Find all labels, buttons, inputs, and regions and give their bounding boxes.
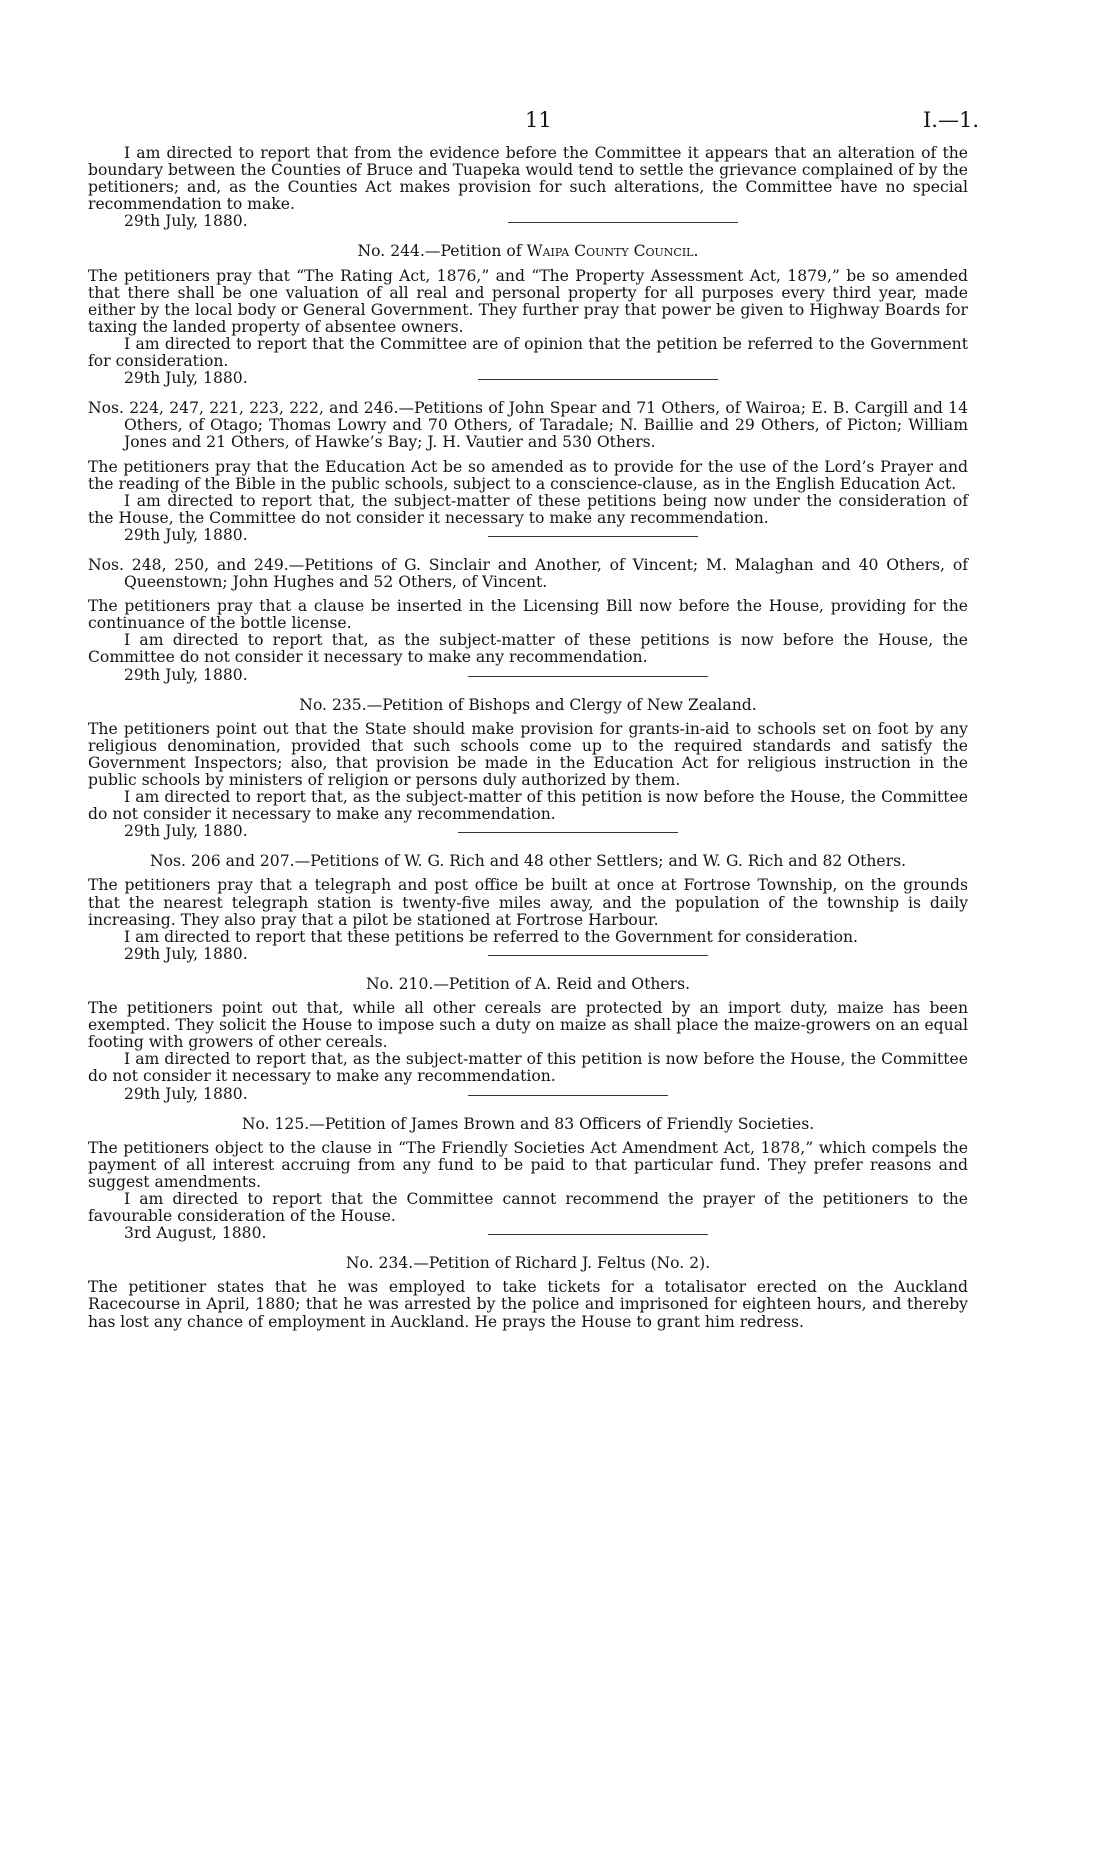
petition-report: I am directed to report that, the subject-matter of these petitions being now under the consideration of the House, the Committee do not consider it necessary to make any recommendation. <box>88 491 968 527</box>
section-divider <box>468 676 708 677</box>
petition-title: Nos. 224, 247, 221, 223, 222, and 246.—Petitions of John Spear and 71 Others, of Wairoa; E. B. Cargill and 14 Others, of Otago; Thomas Lowry and 70 Others, of Taradale; N. Baillie and 29 Others, of Picton; William Jones and 21 Others, of Hawke’s Bay; J. H. Vautier and 530 Others. <box>88 399 968 452</box>
intro-date: 29th July, 1880. <box>124 212 248 231</box>
section-divider <box>488 1234 708 1235</box>
section-divider <box>508 222 738 223</box>
petition-date: 29th July, 1880. <box>124 1084 248 1103</box>
page-header <box>0 108 1114 138</box>
petition-prayer: The petitioners point out that, while all other cereals are protected by an import duty, maize has been exempted. They solicit the House to impose such a duty on maize as shall place the maize-growers on an equal footing with growers of other cereals. <box>88 999 968 1052</box>
section-divider <box>488 955 708 956</box>
petition-report: I am directed to report that the Committee are of opinion that the petition be referred to the Government for consideration. <box>88 334 968 371</box>
petition-244 <box>88 243 968 387</box>
petition-125 <box>88 1116 968 1243</box>
petition-210 <box>88 976 968 1103</box>
intro-report: I am directed to report that from the evidence before the Committee it appears that an alteration of the boundary between the Counties of Bruce and Tuapeka would tend to settle the grievance complained of by the petitioners; and, as the Counties Act makes provision for such alterations, the Committee have no special recommendation to make. <box>88 144 968 214</box>
petition-prayer: The petitioners object to the clause in “The Friendly Societies Act Amendment Act, 1878,” which compels the payment of all interest accruing from any fund to be paid to that particular fund. They prefer reasons and suggest amendments. <box>88 1138 968 1191</box>
petition-title: No. 234.—Petition of Richard J. Feltus (No. 2). <box>345 1254 711 1273</box>
petition-prayer: The petitioners pray that the Education Act be so amended as to provide for the use of the Lord’s Prayer and the reading of the Bible in the public schools, subject to a conscience-clause, as in the English Education Act. <box>88 457 968 493</box>
petition-report: I am directed to report that the Committee cannot recommend the prayer of the petitioners to the favourable consideration of the House. <box>88 1189 968 1226</box>
petition-235 <box>88 697 968 841</box>
petition-248-249 <box>88 557 968 684</box>
section-divider <box>488 536 698 537</box>
petition-prayer: The petitioners pray that a clause be inserted in the Licensing Bill now before the House, providing for the continuance of the bottle license. <box>88 597 968 633</box>
report-body <box>88 145 968 1331</box>
petition-date: 29th July, 1880. <box>124 525 248 544</box>
section-divider <box>458 832 678 833</box>
intro-section <box>88 145 968 230</box>
petition-title: No. 125.—Petition of James Brown and 83 Officers of Friendly Societies. <box>241 1114 815 1133</box>
petition-date: 29th July, 1880. <box>124 369 248 388</box>
petition-report: I am directed to report that, as the subject-matter of this petition is now before the House, the Committee do not consider it necessary to make any recommendation. <box>88 788 968 824</box>
petition-prayer: The petitioners pray that “The Rating Act, 1876,” and “The Property Assessment Act, 1879,” be so amended that there shall be one valuation of all real and personal property for all purposes every third year, made either by the local body or General Government. They further pray that power be given to Highway Boards for taxing the landed property of absentee owners. <box>88 266 968 336</box>
petition-report: I am directed to report that, as the subject-matter of these petitions is now before the House, the Committee do not consider it necessary to make any recommendation. <box>88 631 968 667</box>
petition-date: 3rd August, 1880. <box>124 1224 267 1243</box>
petition-prayer: The petitioner states that he was employed to take tickets for a totalisator erected on the Auckland Racecourse in April, 1880; that he was arrested by the police and imprisoned for eighteen hours, and thereby has lost any chance of employment in Auckland. He prays the House to grant him redress. <box>88 1278 968 1331</box>
petition-report: I am directed to report that these petitions be referred to the Government for consideration. <box>124 927 859 946</box>
petition-206-207 <box>88 853 968 963</box>
petition-title-prefix: No. 244.—Petition of <box>357 242 527 261</box>
page-number: 11 <box>525 108 552 132</box>
petition-title: Nos. 206 and 207.—Petitions of W. G. Rich and 48 other Settlers; and W. G. Rich and 82 Others. <box>149 852 907 871</box>
section-divider <box>478 379 718 380</box>
petition-date: 29th July, 1880. <box>124 822 248 841</box>
petition-prayer: The petitioners pray that a telegraph and post office be built at once at Fortrose Township, on the grounds that the nearest telegraph station is twenty-five miles away, and the population of the township is daily increasing. They also pray that a pilot be stationed at Fortrose Harbour. <box>88 876 968 929</box>
section-divider <box>468 1095 668 1096</box>
petition-title-names: Waipa County Council. <box>526 242 699 261</box>
petition-224-246 <box>88 400 968 544</box>
petition-report: I am directed to report that, as the subject-matter of this petition is now before the House, the Committee do not consider it necessary to make any recommendation. <box>88 1050 968 1086</box>
petition-title: No. 210.—Petition of A. Reid and Others. <box>365 974 691 993</box>
petition-date: 29th July, 1880. <box>124 665 248 684</box>
petition-title <box>88 243 968 260</box>
petition-title: Nos. 248, 250, and 249.—Petitions of G. Sinclair and Another, of Vincent; M. Malaghan and 40 Others, of Queenstown; John Hughes and 52 Others, of Vincent. <box>88 555 968 592</box>
petition-title: No. 235.—Petition of Bishops and Clergy of New Zealand. <box>299 695 757 714</box>
petition-date: 29th July, 1880. <box>124 944 248 963</box>
page-reference: I.—1. <box>922 108 979 132</box>
petition-234 <box>88 1255 968 1330</box>
petition-prayer: The petitioners point out that the State should make provision for grants-in-aid to schools set on foot by any religious denomination, provided that such schools come up to the required standards and satisfy the Government Inspectors; also, that provision be made in the Education Act for religious instruction in the public schools by ministers of religion or persons duly authorized by them. <box>88 719 968 789</box>
